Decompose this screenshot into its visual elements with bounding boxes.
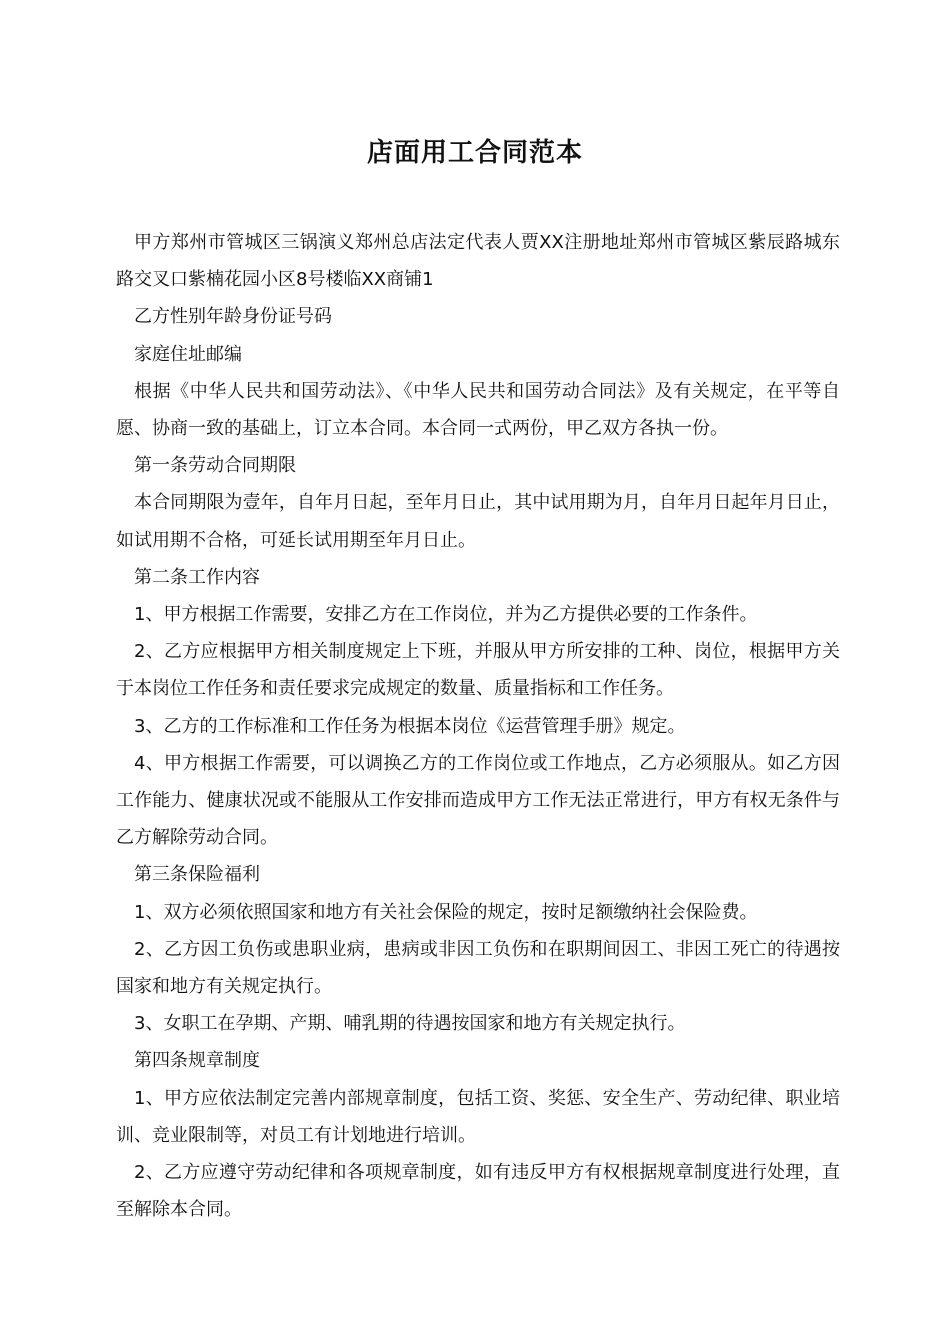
document-title: 店面用工合同范本 <box>366 138 583 168</box>
paragraph-party-b: 乙方性别年龄身份证号码 <box>134 306 332 328</box>
clause-2-1: 1、甲方根据工作需要，安排乙方在工作岗位，并为乙方提供必要的工作条件。 <box>134 604 758 626</box>
clause-2-2: 2、乙方应根据甲方相关制度规定上下班，并服从甲方所安排的工种、岗位，根据甲方关于本岗位工作任务和责任要求完成规定的数量、质量指标和工作任务。 <box>116 641 840 700</box>
clause-3-2: 2、乙方因工负伤或患职业病，患病或非因工负伤和在职期间因工、非因工死亡的待遇按国家和地方有关规定执行。 <box>116 938 840 998</box>
document-body <box>116 224 840 1228</box>
heading-article-2: 第二条工作内容 <box>134 566 260 588</box>
heading-article-3: 第三条保险福利 <box>134 864 260 886</box>
clause-3-3: 3、女职工在孕期、产期、哺乳期的待遇按国家和地方有关规定执行。 <box>134 1013 686 1035</box>
clause-2-4: 4、甲方根据工作需要，可以调换乙方的工作岗位或工作地点，乙方必须服从。如乙方因工作能力、健康状况或不能服从工作安排而造成甲方工作无法正常进行，甲方有权无条件与乙方解除劳动合同。 <box>116 752 840 849</box>
paragraph-party-a: 甲方郑州市管城区三锅演义郑州总店法定代表人贾XX注册地址郑州市管城区紫辰路城东路交叉口紫楠花园小区8号楼临XX商铺1 <box>116 232 840 291</box>
clause-4-1: 1、甲方应依法制定完善内部规章制度，包括工资、奖惩、安全生产、劳动纪律、职业培训、竞业限制等，对员工有计划地进行培训。 <box>116 1087 840 1146</box>
paragraph-address: 家庭住址邮编 <box>134 343 242 365</box>
heading-article-1: 第一条劳动合同期限 <box>134 455 296 477</box>
heading-article-4: 第四条规章制度 <box>134 1050 260 1072</box>
clause-4-2: 2、乙方应遵守劳动纪律和各项规章制度，如有违反甲方有权根据规章制度进行处理，直至解除本合同。 <box>116 1162 840 1221</box>
clause-3-1: 1、双方必须依照国家和地方有关社会保险的规定，按时足额缴纳社会保险费。 <box>134 901 758 923</box>
clause-2-3: 3、乙方的工作标准和工作任务为根据本岗位《运营管理手册》规定。 <box>134 715 686 737</box>
paragraph-term: 本合同期限为壹年，自年月日起，至年月日止，其中试用期为月，自年月日起年月日止，如试用期不合格，可延长试用期至年月日止。 <box>116 492 840 551</box>
paragraph-preamble: 根据《中华人民共和国劳动法》、《中华人民共和国劳动合同法》及有关规定，在平等自愿、协商一致的基础上，订立本合同。本合同一式两份，甲乙双方各执一份。 <box>116 380 840 440</box>
